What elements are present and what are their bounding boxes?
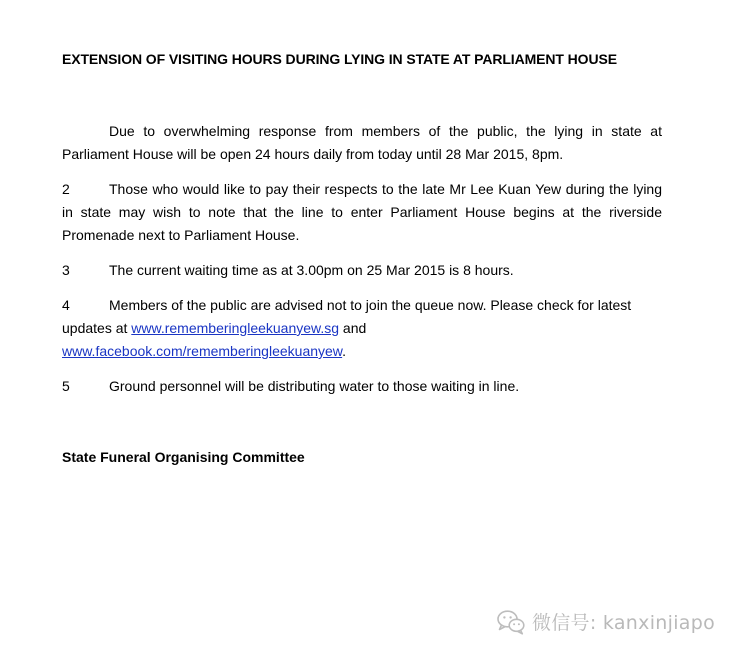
paragraph-2 [62, 178, 662, 247]
paragraph-4-number: 4 [62, 297, 70, 313]
paragraph-1 [62, 120, 662, 166]
watermark-text: 微信号: kanxinjiapo [531, 612, 715, 634]
paragraph-4-text: Members of the public are advised not to join the queue now. Please check for latest updates at [62, 297, 632, 336]
paragraph-1-text: Due to overwhelming response from members of the public, the lying in state at Parliament House will be open 24 hours daily from today until 28 Mar 2015, 8pm. [62, 123, 662, 162]
paragraph-2-number: 2 [62, 181, 70, 197]
website-link[interactable]: www.rememberingleekuanyew.sg [131, 320, 340, 336]
paragraph-3-text: The current waiting time as at 3.00pm on 25 Mar 2015 is 8 hours. [109, 262, 514, 278]
paragraph-3-number: 3 [62, 262, 70, 278]
paragraph-5-number: 5 [62, 378, 70, 394]
paragraph-4 [62, 294, 662, 363]
paragraph-5 [62, 375, 662, 398]
paragraph-4-conjunction: and [339, 320, 367, 336]
watermark [496, 608, 715, 635]
paragraph-4-end: . [342, 343, 347, 359]
paragraph-3 [62, 259, 662, 282]
wechat-icon [496, 609, 526, 635]
facebook-link[interactable]: www.facebook.com/rememberingleekuanyew [62, 343, 343, 359]
signature: State Funeral Organising Committee [62, 449, 305, 465]
paragraph-2-text: Those who would like to pay their respects to the late Mr Lee Kuan Yew during the lying in state may wish to note that the line to enter Parliament House begins at the riverside Promenade next to Parliament House. [62, 181, 662, 243]
paragraph-5-text: Ground personnel will be distributing water to those waiting in line. [109, 378, 520, 394]
document-title: EXTENSION OF VISITING HOURS DURING LYING IN STATE AT PARLIAMENT HOUSE [62, 51, 617, 67]
